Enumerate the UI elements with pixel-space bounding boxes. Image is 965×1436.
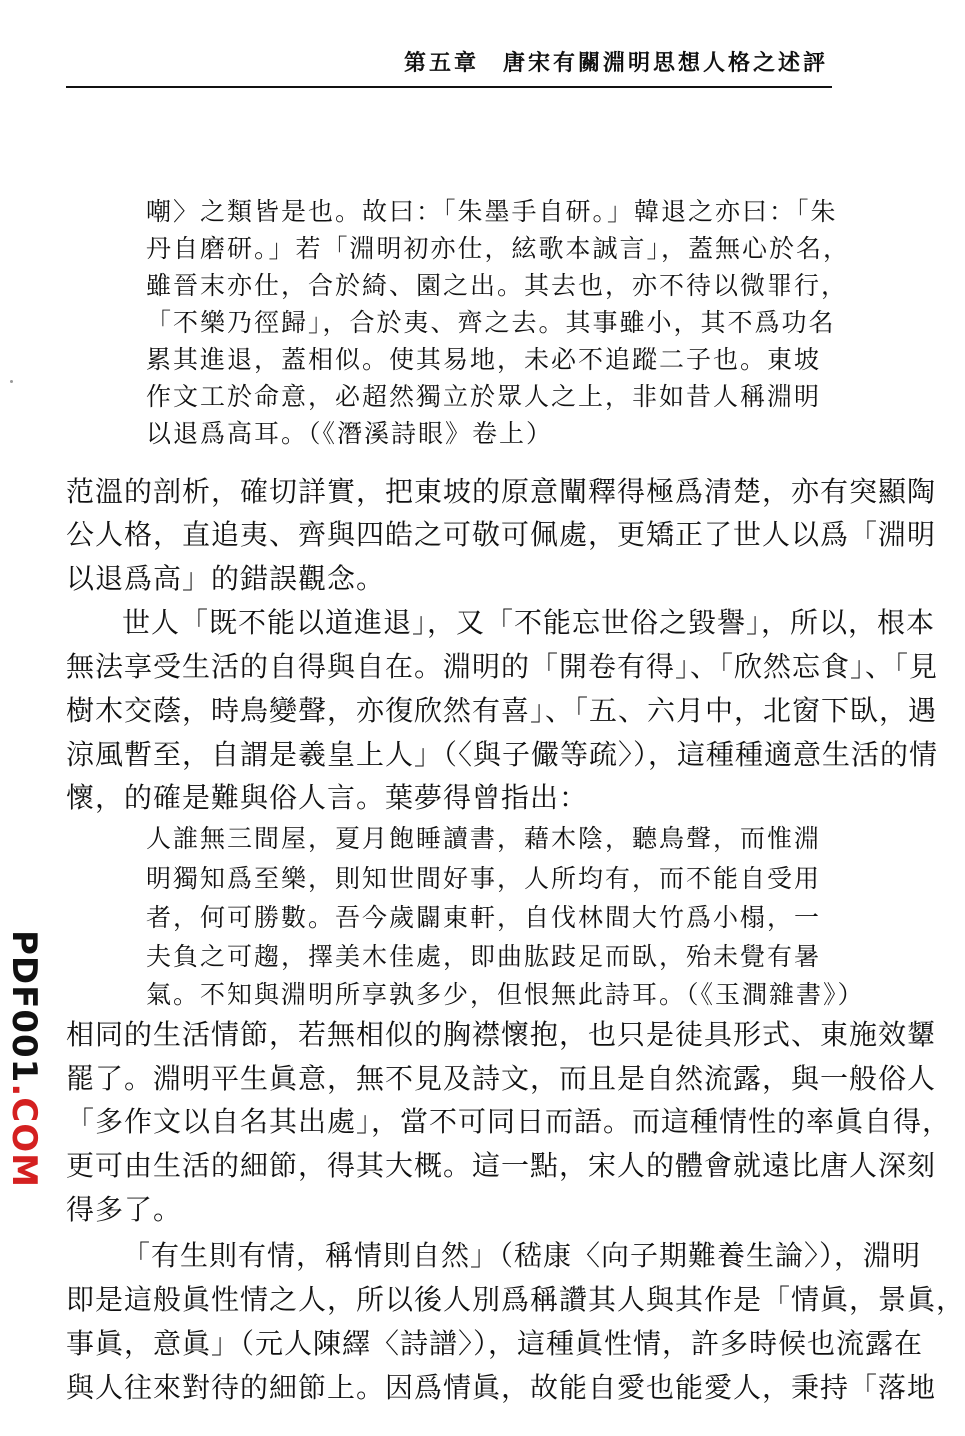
body-line: 相同的生活情節，若無相似的胸襟懷抱，也只是徒具形式、東施效顰 xyxy=(66,1018,937,1051)
page-header xyxy=(66,38,832,88)
watermark-part-1: PDF001 xyxy=(4,930,44,1084)
body-line: 與人往來對待的細節上。因爲情眞，故能自愛也能愛人，秉持「落地 xyxy=(66,1371,937,1404)
body-line: 「有生則有情，稱情則自然」（嵇康〈向子期難養生論〉），淵明 xyxy=(122,1239,922,1272)
quote-line: 「不樂乃徑歸」，合於夷、齊之去。其事雖小，其不爲功名 xyxy=(146,308,836,337)
body-line: 懷，的確是難與俗人言。葉夢得曾指出： xyxy=(66,781,589,814)
quote-line: 明獨知爲至樂，則知世間好事，人所均有，而不能自受用 xyxy=(146,864,822,893)
chapter-title: 唐宋有關淵明思想人格之述評 xyxy=(502,50,828,76)
quote-line: 夫負之可趨，擇美木佳處，即曲肱跂足而臥，殆未覺有暑 xyxy=(146,942,822,971)
watermark-text xyxy=(4,930,44,1188)
body-line: 得多了。 xyxy=(66,1193,183,1226)
body-line: 罷了。淵明平生眞意，無不見及詩文，而且是自然流露，與一般俗人 xyxy=(66,1062,937,1095)
quote-line: 雖晉末亦仕，合於綺、園之出。其去也，亦不待以微罪行， xyxy=(146,271,849,300)
body-line: 世人「既不能以道進退」，又「不能忘世俗之毀譽」，所以，根本 xyxy=(122,606,936,639)
quote-line: 累其進退，蓋相似。使其易地，未必不追蹤二子也。東坡 xyxy=(146,345,822,374)
body-line: 涼風暫至，自謂是羲皇上人」（〈與子儼等疏〉），這種種適意生活的情 xyxy=(66,738,939,771)
running-head xyxy=(404,46,828,77)
chapter-label: 第五章 xyxy=(403,50,479,76)
watermark xyxy=(4,930,48,1188)
body-line: 范溫的剖析，確切詳實，把東坡的原意闡釋得極爲清楚，亦有突顯陶 xyxy=(66,475,937,508)
body-line: 即是這般眞性情之人，所以後人別爲稱讚其人與其作是「情眞，景眞， xyxy=(66,1283,965,1316)
body-line: 無法享受生活的自得與自在。淵明的「開卷有得」、「欣然忘食」、「見 xyxy=(66,650,939,683)
body-line: 更可由生活的細節，得其大概。這一點，宋人的體會就遠比唐人深刻 xyxy=(66,1149,937,1182)
quote-line: 嘲〉之類皆是也。故曰：「朱墨手自研。」韓退之亦曰：「朱 xyxy=(146,197,838,226)
quote-line: 作文工於命意，必超然獨立於眾人之上，非如昔人稱淵明 xyxy=(146,382,822,411)
body-line: 以退爲高」的錯誤觀念。 xyxy=(66,562,386,595)
quote-line: 者，何可勝數。吾今歲闢東軒，自伐林間大竹爲小榻，一 xyxy=(146,903,822,932)
body-line: 「多作文以自名其出處」，當不可同日而語。而這種情性的率眞自得， xyxy=(66,1105,952,1138)
quote-line: 以退爲高耳。（《潛溪詩眼》卷上） xyxy=(146,419,554,448)
body-line: 公人格，直追夷、齊與四皓之可敬可佩處，更矯正了世人以爲「淵明 xyxy=(66,518,937,551)
quote-line: 人誰無三間屋，夏月飽睡讀書，藉木陰，聽鳥聲，而惟淵 xyxy=(146,824,822,853)
body-line: 事眞，意眞」（元人陳繹〈詩譜〉），這種眞性情，許多時候也流露在 xyxy=(66,1327,924,1360)
scan-speck xyxy=(10,380,13,383)
quote-line: 氣。不知與淵明所享孰多少，但恨無此詩耳。（《玉澗雜書》） xyxy=(146,980,865,1009)
quote-line: 丹自磨研。」若「淵明初亦仕，絃歌本誠言」，蓋無心於名， xyxy=(146,234,851,263)
body-line: 樹木交蔭，時鳥變聲，亦復欣然有喜」、「五、六月中，北窗下臥，遇 xyxy=(66,694,938,727)
watermark-part-2: .COM xyxy=(4,1083,44,1188)
